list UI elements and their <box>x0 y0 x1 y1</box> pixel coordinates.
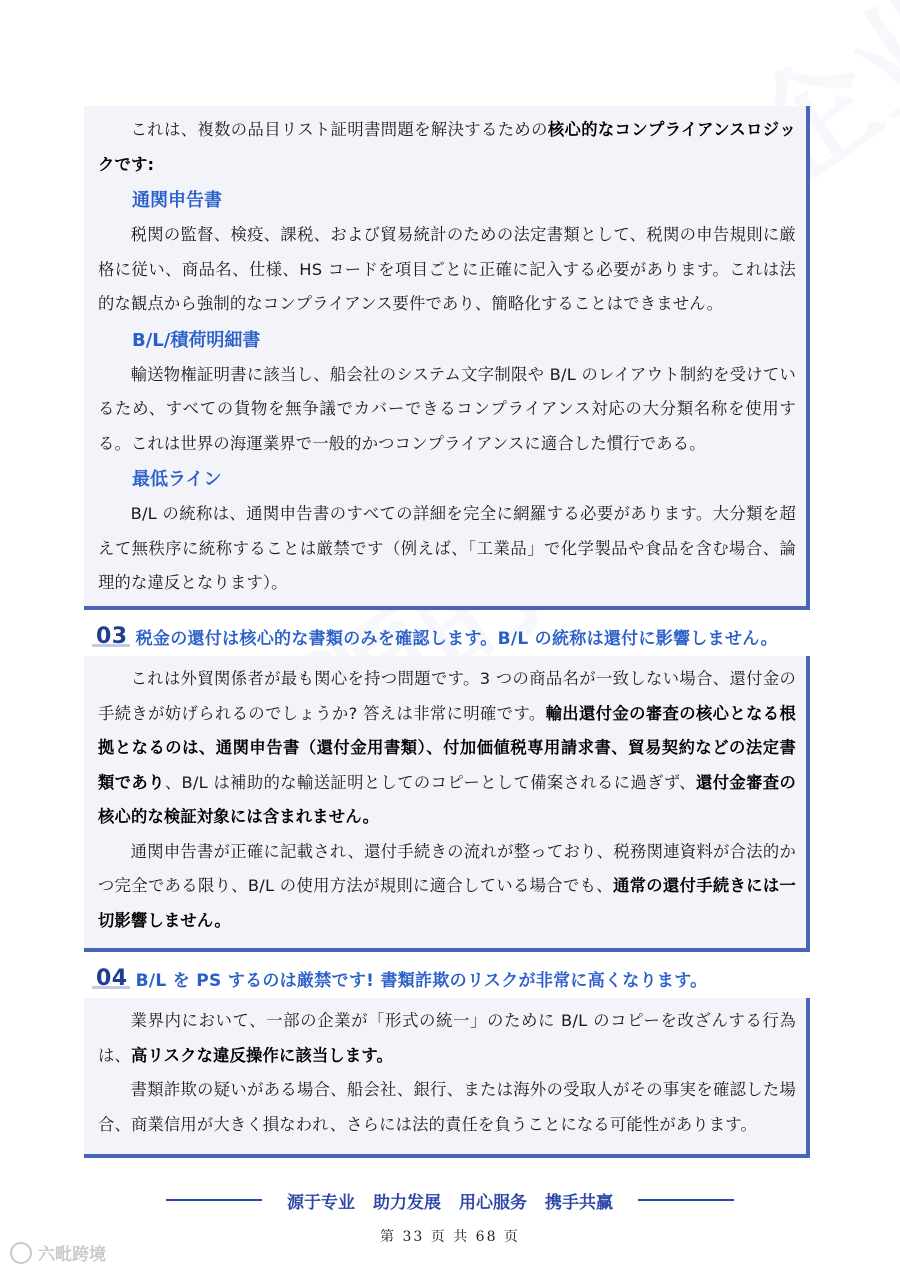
paragraph-tampering-risk: 業界内において、一部の企業が「形式の統一」のために B/L のコピーを改ざんする行為は、高リスクな違反操作に該当します。 <box>98 1011 796 1065</box>
brand-logo <box>10 1240 106 1265</box>
content-box-02 <box>84 106 810 610</box>
subheading-bl-manifest: B/L/積荷明細書 <box>132 329 261 351</box>
logo-text: 六毗跨境 <box>38 1245 106 1265</box>
footer-slogan <box>0 1186 900 1214</box>
content-box-04 <box>84 998 810 1158</box>
slogan-item: 携手共赢 <box>545 1192 613 1213</box>
page-number: 第 33 页 共 68 页 <box>380 1229 520 1245</box>
paragraph-bottom-line: B/L の統称は、通関申告書のすべての詳細を完全に網羅する必要があります。大分類を超えて無秩序に統称することは厳禁です（例えば、「工業品」で化学製品や食品を含む場合、論理的な違反となります）。 <box>98 504 796 592</box>
slogan-item: 用心服务 <box>459 1192 527 1213</box>
paragraph-refund-basis: これは外貿関係者が最も関心を持つ問題です。3 つの商品名が一致しない場合、還付金の手続きが妨げられるのでしょうか? 答えは非常に明確です。輸出還付金の審査の核心となる根拠となるのは、通関申告書（還付金用書類）、付加価値税専用請求書、貿易契約などの法定書類であり、B/L は補助的な輸送証明としてのコピーとして備案されるに過ぎず、還付金審査の核心的な検証対象には含まれません。 <box>98 669 796 826</box>
paragraph-bl-manifest: 輸送物権証明書に該当し、船会社のシステム文字制限や B/L のレイアウト制約を受けているため、すべての貨物を無争議でカバーできるコンプライアンス対応の大分類名称を使用する。これは世界の海運業界で一般的かつコンプライアンスに適合した慣行である。 <box>98 364 796 453</box>
section-04-header <box>96 961 707 995</box>
paragraph-fraud-consequence: 書類詐欺の疑いがある場合、船会社、銀行、または海外の受取人がその事実を確認した場合、商業信用が大きく損なわれ、さらには法的責任を負うことになる可能性があります。 <box>98 1080 796 1134</box>
subheading-customs-declaration: 通関申告書 <box>132 190 222 211</box>
intro-paragraph: これは、複数の品目リスト証明書問題を解決するための核心的なコンプライアンスロジックです: <box>98 120 796 174</box>
divider <box>638 1199 734 1201</box>
logo-icon <box>10 1242 32 1264</box>
content-box-03 <box>84 656 810 952</box>
section-03-header <box>96 619 778 653</box>
section-number: 04 <box>96 965 128 991</box>
subheading-bottom-line: 最低ライン <box>132 469 222 490</box>
paragraph-refund-unaffected: 通関申告書が正確に記載され、還付手続きの流れが整っており、税務関連資料が合法的かつ完全である限り、B/L の使用方法が規則に適合している場合でも、通常の還付手続きには一切影響しません。 <box>98 841 796 930</box>
section-number: 03 <box>96 623 128 649</box>
paragraph-customs-declaration: 税関の監督、検疫、課税、および貿易統計のための法定書類として、税関の申告規則に厳格に従い、商品名、仕様、HS コードを項目ごとに正確に記入する必要があります。これは法的な観点から強制的なコンプライアンス要件であり、簡略化することはできません。 <box>98 225 796 313</box>
divider <box>166 1199 262 1201</box>
slogan-item: 助力发展 <box>373 1192 441 1213</box>
slogan-item: 源于专业 <box>287 1192 355 1213</box>
section-title: B/L を PS するのは厳禁です! 書類詐欺のリスクが非常に高くなります。 <box>135 970 708 991</box>
section-title: 税金の還付は核心的な書類のみを確認します。B/L の統称は還付に影響しません。 <box>135 628 778 649</box>
